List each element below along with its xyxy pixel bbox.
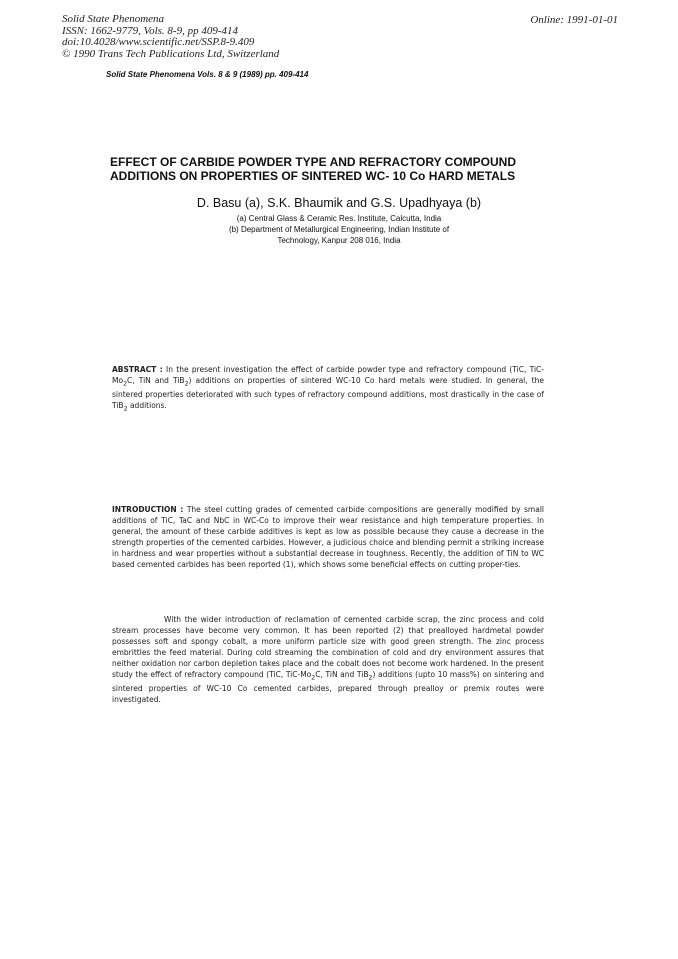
online-date: Online: 1991-01-01 [530,14,618,26]
authors: D. Basu (a), S.K. Bhaumik and G.S. Upadhyaya (b) [196,196,482,210]
abstract-text-2: C, TiN and TiB [127,375,185,385]
journal-name: Solid State Phenomena [62,13,165,25]
abstract-text-4: additions. [127,401,167,411]
journal-reference: Solid State Phenomena Vols. 8 & 9 (1989) pp. 409-414 [106,70,309,79]
introduction-text-2c: ) additions (upto 10 mass%) on sintering and sintered properties of WC-10 Co cemented carbides, prepared through prealloy or premix routes were investigated. [112,669,545,704]
introduction-sub-2: 2 [368,674,373,682]
title-line-1: EFFECT OF CARBIDE POWDER TYPE AND REFRACTORY COMPOUND [110,155,517,169]
introduction-paragraph-1 [112,505,544,570]
introduction-text-1: The steel cutting grades of cemented carbide compositions are generally modified by small additions of TiC, TaC and NbC in WC-Co to improve their wear resistance and high temperature properties. In general, the amount of these carbide additives is kept as low as possible because they cause a decrease in the strength properties of the cemented carbides. However, a judicious choice and blending permit a striking increase in hardness and wear properties without a substantial decrease in toughness. Recently, the addition of TiN to WC based cemented carbides has been reported (1), which shows some beneficial effects on cutting proper-ties. [112,505,544,569]
publication-meta [62,14,279,60]
affiliation-a: (a) Central Glass & Ceramic Res. Institute, Calcutta, India [236,214,442,223]
abstract-text-3: ) additions on properties of sintered WC-10 Co hard metals were studied. In general, the sintered properties deteriorated with such types of refractory compound additions, most drastically in the case of TiB [112,375,544,411]
introduction-sub-1: 2 [311,674,316,682]
affiliations [0,213,678,247]
title-line-2: ADDITIONS ON PROPERTIES OF SINTERED WC- 10 Co HARD METALS [110,169,516,183]
introduction-label: INTRODUCTION : [112,505,184,514]
introduction-text-2a: With the wider introduction of reclamation of cemented carbide scrap, the zinc process and cold stream processes have become very common. It has been reported (2) that prealloyed hardmetal powder possesses soft and spongy cobalt, a more uniform particle size with good green strength. The zinc process embrittles the feed material. During cold streaming the combination of cold and dry environment assures that neither oxidation nor carbon depletion takes place and the cobalt does not become work hardened. In the present study the effect of refractory compound (TiC, TiC-Mo [112,615,544,679]
abstract-sub-1: 2 [123,380,128,388]
abstract-paragraph [112,365,544,416]
issn-line: ISSN: 1662-9779, Vols. 8-9, pp 409-414 [62,24,238,37]
abstract-label: ABSTRACT : [112,365,163,374]
abstract-text-1: In the present investigation the effect of carbide powder type and refractory compound (TiC, TiC-Mo [112,365,544,385]
affiliation-b-line-2: Technology, Kanpur 208 016, India [277,236,401,246]
paper-title [110,155,550,183]
doi-line: doi:10.4028/www.scientific.net/SSP.8-9.409 [62,36,255,48]
copyright-line: © 1990 Trans Tech Publications Ltd, Switzerland [62,47,280,60]
affiliation-b-line-1: (b) Department of Metallurgical Engineering, Indian Institute of [228,225,450,235]
introduction-paragraph-2 [112,615,544,706]
introduction-text-2b: C, TiN and TiB [315,669,369,679]
abstract-sub-2: 2 [184,380,189,388]
abstract-sub-3: 2 [123,405,128,413]
